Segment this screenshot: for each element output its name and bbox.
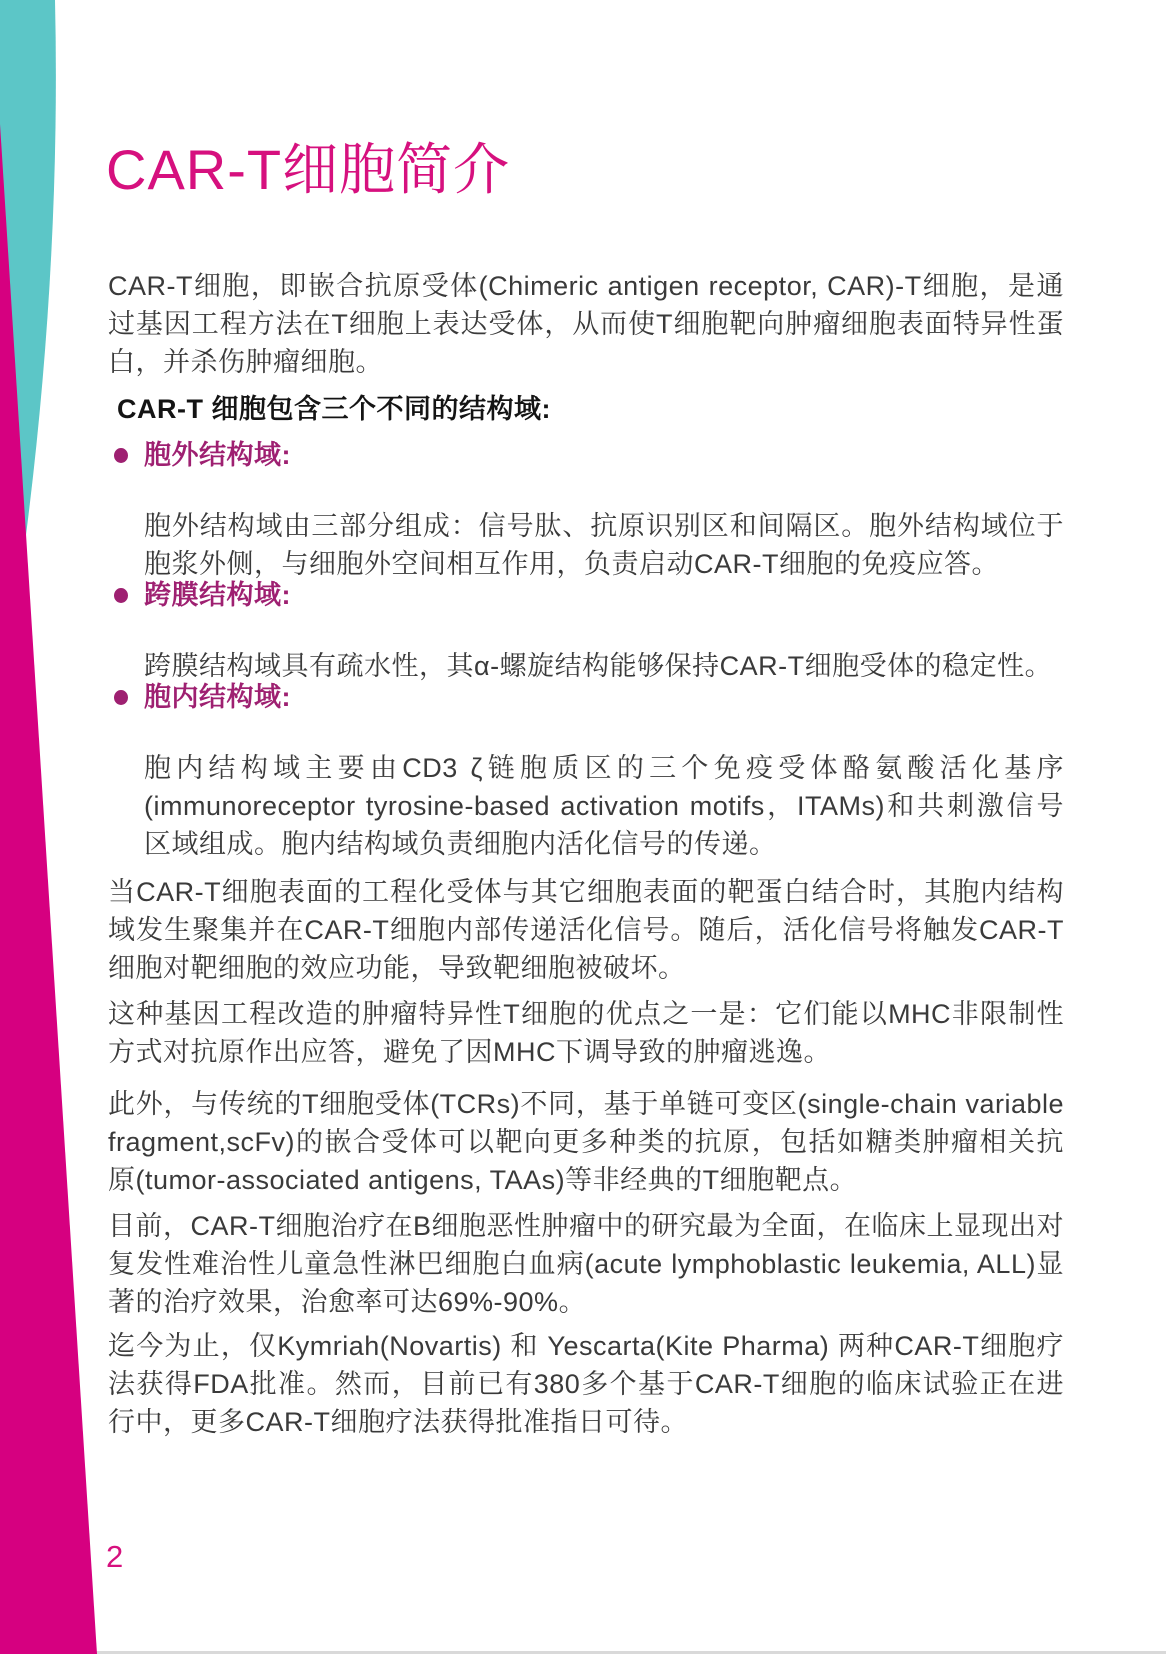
bullet-paragraph-transmembrane: 跨膜结构域具有疏水性，其α-螺旋结构能够保持CAR-T细胞受体的稳定性。	[144, 651, 1053, 681]
bullet-paragraph-intracellular: 胞内结构域主要由CD3 ζ链胞质区的三个免疫受体酪氨酸活化基序(immunoreceptor tyrosine-based activation motifs，ITAMs)和共刺激信号区域组成。胞内结构域负责细胞内活化信号的传递。	[144, 753, 1064, 859]
magenta-wedge-shape	[0, 124, 97, 1654]
bullet-label: 胞内结构域:	[144, 682, 291, 712]
body-paragraph-all-therapy: 目前，CAR-T细胞治疗在B细胞恶性肿瘤中的研究最为全面，在临床上显现出对复发性难治性儿童急性淋巴细胞白血病(acute lymphoblastic leukemia, ALL)显著的治疗效果，治愈率可达69%-90%。	[108, 1211, 1064, 1317]
bullet-item-transmembrane	[114, 576, 1064, 614]
bullet-dot-icon	[114, 588, 128, 603]
bullet-dot-icon	[114, 690, 128, 705]
bullet-label: 跨膜结构域:	[144, 580, 291, 610]
intro-paragraph: CAR-T细胞，即嵌合抗原受体(Chimeric antigen receptor, CAR)-T细胞，是通过基因工程方法在T细胞上表达受体，从而使T细胞靶向肿瘤细胞表面特异性蛋白，并杀伤肿瘤细胞。	[108, 271, 1064, 377]
page-number: 2	[106, 1539, 124, 1574]
page-title: CAR-T细胞简介	[106, 137, 511, 201]
body-paragraph-fda-approval: 迄今为止，仅Kymriah(Novartis) 和 Yescarta(Kite Pharma) 两种CAR-T细胞疗法获得FDA批准。然而，目前已有380多个基于CAR-T细胞的临床试验正在进行中，更多CAR-T细胞疗法获得批准指日可待。	[108, 1331, 1064, 1437]
body-paragraph-mhc: 这种基因工程改造的肿瘤特异性T细胞的优点之一是：它们能以MHC非限制性方式对抗原作出应答，避免了因MHC下调导致的肿瘤逃逸。	[108, 999, 1064, 1067]
bullet-item-extracellular	[114, 436, 1064, 474]
body-paragraph-scfv: 此外，与传统的T细胞受体(TCRs)不同，基于单链可变区(single-chain variable fragment,scFv)的嵌合受体可以靶向更多种类的抗原，包括如糖类肿瘤相关抗原(tumor-associated antigens, TAAs)等非经典的T细胞靶点。	[108, 1089, 1064, 1195]
bullet-label: 胞外结构域:	[144, 440, 291, 470]
body-paragraph-activation: 当CAR-T细胞表面的工程化受体与其它细胞表面的靶蛋白结合时，其胞内结构域发生聚集并在CAR-T细胞内部传递活化信号。随后，活化信号将触发CAR-T细胞对靶细胞的效应功能，导致靶细胞被破坏。	[108, 877, 1064, 983]
bullet-item-intracellular	[114, 678, 1064, 716]
section-heading: CAR-T 细胞包含三个不同的结构域:	[117, 394, 551, 424]
bullet-dot-icon	[114, 448, 128, 463]
bullet-paragraph-extracellular: 胞外结构域由三部分组成：信号肽、抗原识别区和间隔区。胞外结构域位于胞浆外侧，与细胞外空间相互作用，负责启动CAR-T细胞的免疫应答。	[144, 511, 1064, 579]
